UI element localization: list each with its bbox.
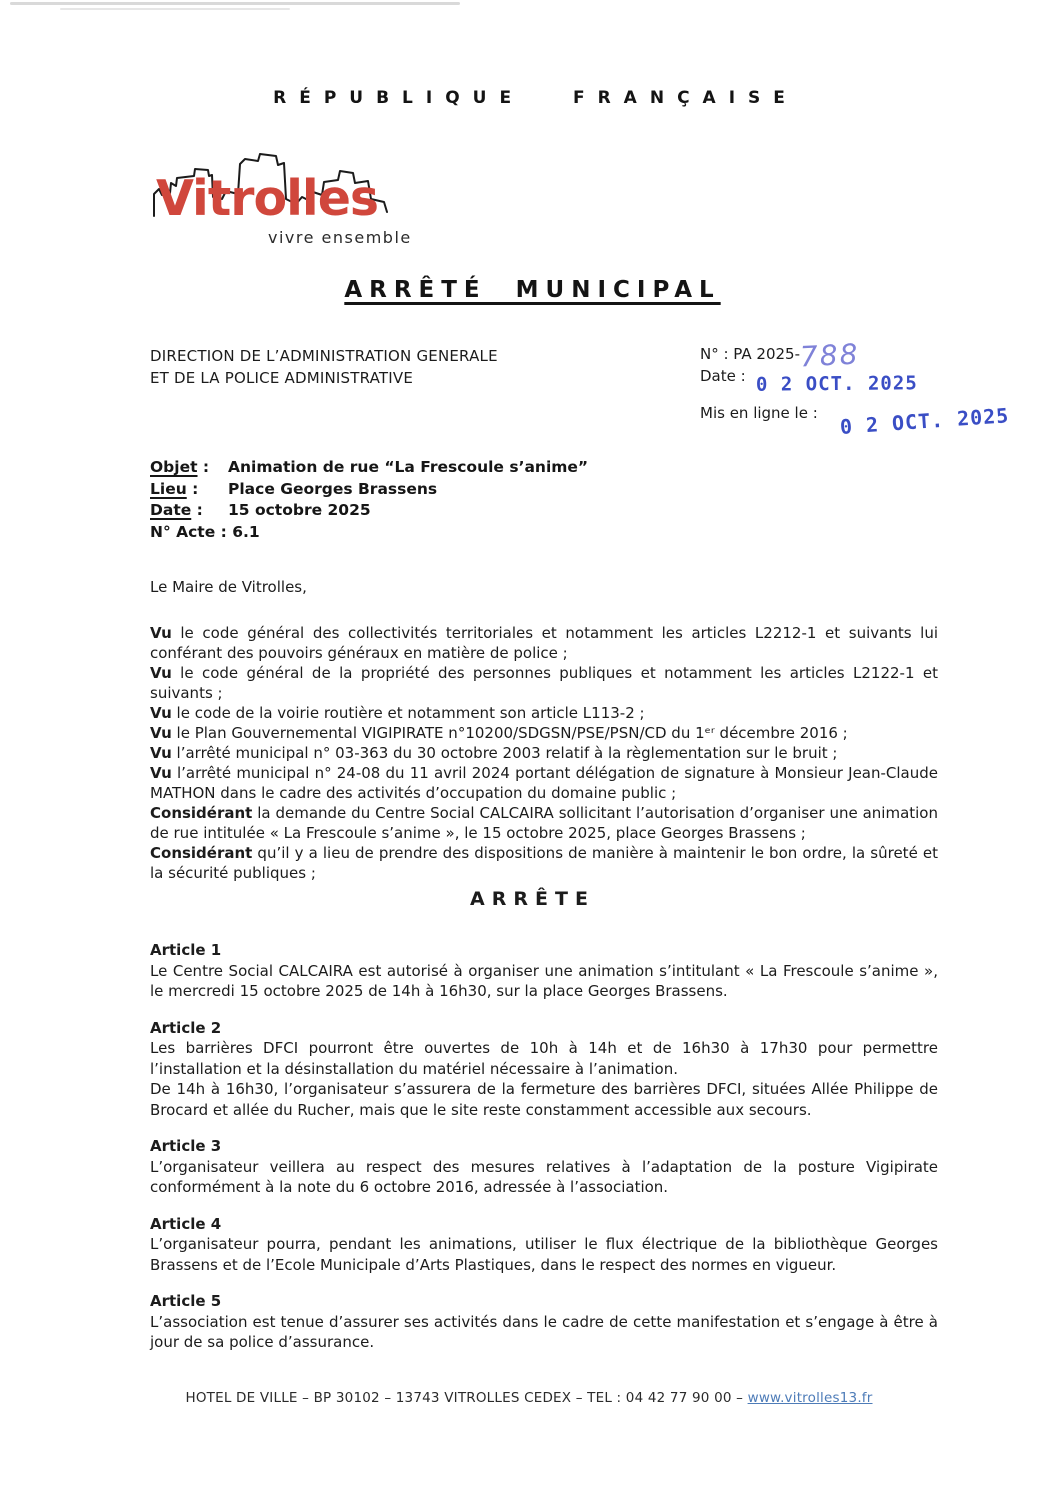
- article-3: [150, 1136, 938, 1198]
- preamble-lead: Vu: [150, 744, 172, 762]
- preamble-lead: Considérant: [150, 844, 253, 862]
- footer: [0, 1390, 1058, 1406]
- scan-artifact: [10, 2, 460, 5]
- objet-label: Objet :: [150, 458, 210, 476]
- arrete-heading: ARRÊTE: [470, 888, 595, 910]
- date-stamp: 0 2 OCT. 2025: [755, 372, 918, 396]
- article-paragraph: De 14h à 16h30, l’organisateur s’assurera de la fermeture des barrières DFCI, situées Allée Philippe de Brocard et allée du Rucher, mais que le site reste constamment accessible aux secours.: [150, 1080, 938, 1119]
- subject-row-date: [150, 500, 588, 522]
- article-heading: Article 5: [150, 1292, 222, 1310]
- direction-line-2: ET DE LA POLICE ADMINISTRATIVE: [150, 369, 414, 387]
- preamble-paragraph: [150, 623, 938, 663]
- preamble-lead: Considérant: [150, 804, 253, 822]
- direction-line-1: DIRECTION DE L’ADMINISTRATION GENERALE: [150, 347, 498, 365]
- direction-block: [150, 345, 498, 389]
- logo-wordmark: Vitrolles: [156, 170, 379, 227]
- logo-tagline: vivre ensemble: [268, 228, 412, 247]
- articles-block: [150, 940, 938, 1369]
- preamble-lead: Vu: [150, 704, 172, 722]
- preamble-paragraph: [150, 803, 938, 843]
- article-paragraph: L’organisateur pourra, pendant les animations, utiliser le flux électrique de la bibliothèque Georges Brassens et de l’Ecole Municipale d’Arts Plastiques, dans le respect des normes en vigueur.: [150, 1235, 938, 1274]
- date-row-value: 15 octobre 2025: [228, 501, 371, 519]
- lieu-label: Lieu :: [150, 479, 199, 498]
- preamble-text: le code général des collectivités territoriales et notamment les articles L2212-1 et suivants lui conférant des pouvoirs généraux en matière de police ;: [150, 624, 938, 662]
- article-2: [150, 1018, 938, 1121]
- footer-link[interactable]: www.vitrolles13.fr: [747, 1390, 873, 1406]
- subject-row-lieu: [150, 479, 588, 501]
- preamble-lead: Vu: [150, 624, 172, 642]
- subject-row-objet: [150, 457, 588, 479]
- subject-block: [150, 457, 588, 543]
- preamble-text: le Plan Gouvernemental VIGIPIRATE n°10200/SDGSN/PSE/PSN/CD du 1ᵉʳ décembre 2016 ;: [171, 724, 848, 742]
- numero-line: [700, 337, 861, 374]
- preamble-block: [150, 623, 938, 883]
- article-heading: Article 3: [150, 1137, 222, 1155]
- article-paragraph: Le Centre Social CALCAIRA est autorisé à organiser une animation s’intitulant « La Frescoule s’anime », le mercredi 15 octobre 2025 de 14h à 16h30, sur la place Georges Brassens.: [150, 961, 938, 1000]
- preamble-text: la demande du Centre Social CALCAIRA sollicitant l’autorisation d’organiser une animation de rue intitulée « La Frescoule s’anime », le 15 octobre 2025, place Georges Brassens ;: [150, 804, 938, 842]
- preamble-text: l’arrêté municipal n° 24-08 du 11 avril 2024 portant délégation de signature à Monsieur Jean-Claude MATHON dans le cadre des activités d’occupation du domaine public ;: [150, 764, 938, 802]
- article-5: [150, 1291, 938, 1353]
- preamble-lead: Vu: [150, 724, 172, 742]
- preamble-lead: Vu: [150, 764, 172, 782]
- article-heading: Article 4: [150, 1214, 222, 1233]
- numero-handwritten: 788: [799, 337, 861, 374]
- vitrolles-logo: [150, 142, 430, 254]
- objet-value: Animation de rue “La Frescoule s’anime”: [228, 458, 589, 476]
- preamble-paragraph: [150, 763, 938, 803]
- article-heading: Article 1: [150, 941, 222, 959]
- salutation: Le Maire de Vitrolles,: [150, 578, 307, 596]
- article-heading: Article 2: [150, 1018, 222, 1037]
- preamble-paragraph: [150, 743, 938, 763]
- online-label: Mis en ligne le :: [700, 404, 818, 422]
- preamble-text: le code de la voirie routière et notamment son article L113-2 ;: [171, 704, 645, 722]
- preamble-lead: Vu: [150, 664, 172, 682]
- republique-heading: RÉPUBLIQUE FRANÇAISE: [273, 88, 798, 108]
- numero-label: N° : PA 2025-: [700, 345, 801, 363]
- preamble-paragraph: [150, 843, 938, 883]
- acte-number: N° Acte : 6.1: [150, 522, 260, 541]
- article-paragraph: L’association est tenue d’assurer ses activités dans le cadre de cette manifestation et s’engage à être à jour de sa police d’assurance.: [150, 1312, 938, 1351]
- preamble-text: le code général de la propriété des personnes publiques et notamment les articles L2122-1 et suivants ;: [150, 664, 938, 702]
- article-1: [150, 940, 938, 1002]
- preamble-text: qu’il y a lieu de prendre des dispositions de manière à maintenir le bon ordre, la sûreté et la sécurité publiques ;: [150, 844, 938, 882]
- article-paragraph: Les barrières DFCI pourront être ouvertes de 10h à 14h et de 16h30 à 17h30 pour permettre l’installation et la désinstallation du matériel nécessaire à l’animation.: [150, 1039, 938, 1078]
- preamble-text: l’arrêté municipal n° 03-363 du 30 octobre 2003 relatif à la règlementation sur le bruit ;: [171, 744, 838, 762]
- lieu-value: Place Georges Brassens: [228, 479, 438, 498]
- date-row-label: Date :: [150, 501, 203, 519]
- meta-block: [700, 337, 1030, 462]
- preamble-paragraph: [150, 703, 938, 723]
- online-stamp: 0 2 OCT. 2025: [839, 403, 1010, 439]
- date-label: Date :: [700, 367, 746, 385]
- article-paragraph: L’organisateur veillera au respect des mesures relatives à l’adaptation de la posture Vigipirate conformément à la note du 6 octobre 2016, adressée à l’association.: [150, 1157, 938, 1196]
- scan-artifact: [60, 8, 290, 10]
- preamble-paragraph: [150, 663, 938, 703]
- article-4: [150, 1214, 938, 1276]
- footer-text: HOTEL DE VILLE – BP 30102 – 13743 VITROLLES CEDEX – TEL : 04 42 77 90 00 –: [185, 1390, 748, 1406]
- preamble-paragraph: [150, 723, 938, 743]
- document-title: ARRÊTÉ MUNICIPAL: [344, 277, 721, 303]
